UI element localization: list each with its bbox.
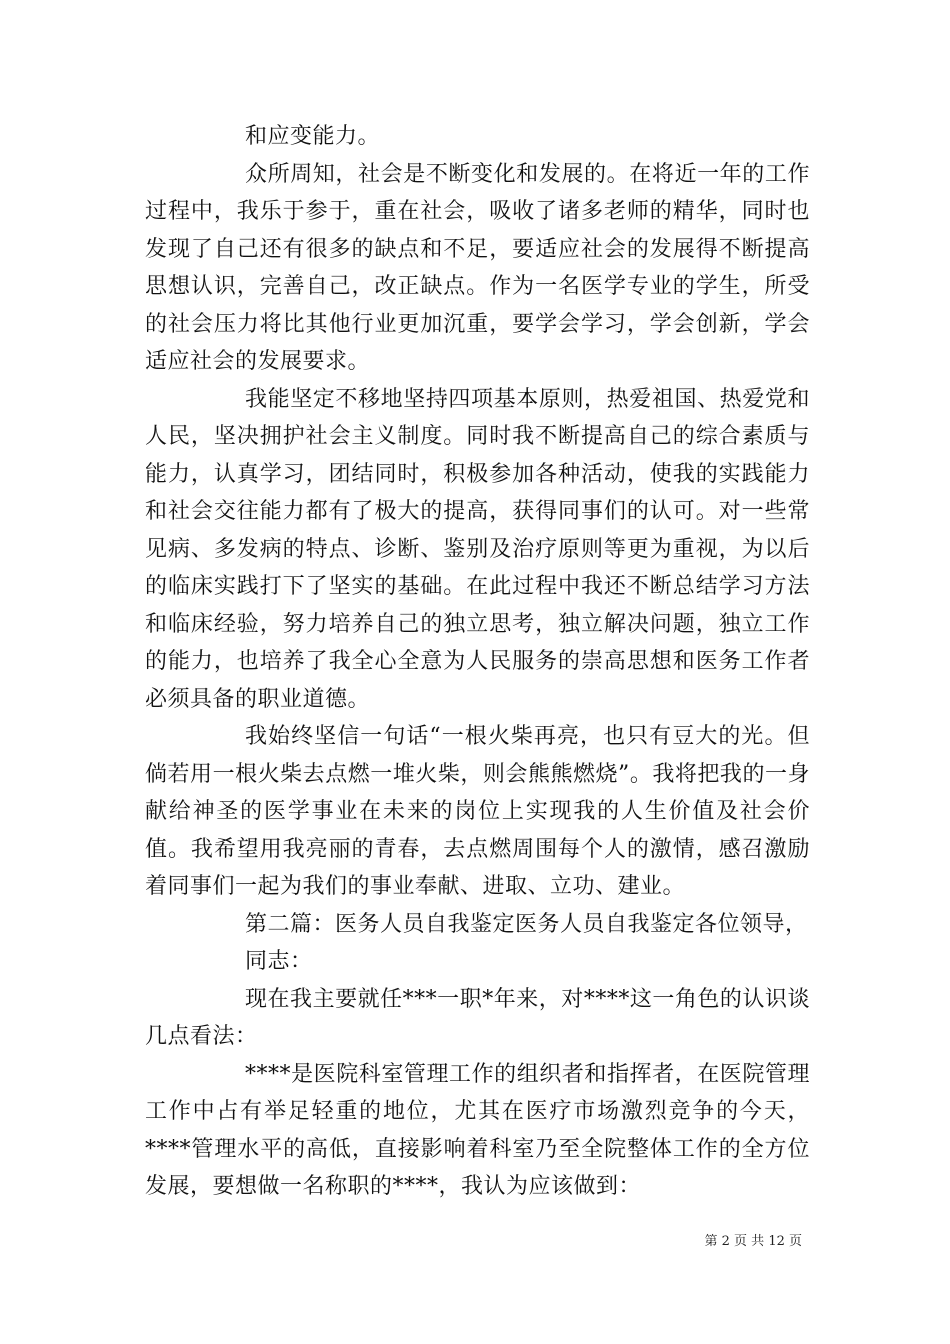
paragraph-3: 我能坚定不移地坚持四项基本原则，热爱祖国、热爱党和人民，坚决拥护社会主义制度。同时我不断提高自己的综合素质与能力，认真学习，团结同时，积极参加各种活动，使我的实践能力和社会交往能力都有了极大的提高，获得同事们的认可。对一些常见病、多发病的特点、诊断、鉴别及治疗原则等更为重视，为以后的临床实践打下了坚实的基础。在此过程中我还不断总结学习方法和临床经验，努力培养自己的独立思考，独立解决问题，独立工作的能力，也培养了我全心全意为人民服务的崇高思想和医务工作者必须具备的职业道德。 xyxy=(145,386,810,712)
paragraph-6: ****是医院科室管理工作的组织者和指挥者，在医院管理工作中占有举足轻重的地位，尤其在医疗市场激烈竞争的今天，****管理水平的高低，直接影响着科室乃至全院整体工作的全方位发展，要想做一名称职的****，我认为应该做到： xyxy=(145,1061,810,1199)
paragraph-4: 我始终坚信一句话“一根火柴再亮，也只有豆大的光。但倘若用一根火柴去点燃一堆火柴，则会熊熊燃烧”。我将把我的一身献给神圣的医学事业在未来的岗位上实现我的人生价值及社会价值。我希望用我亮丽的青春，去点燃周围每个人的激情，感召激励着同事们一起为我们的事业奉献、进取、立功、建业。 xyxy=(145,724,810,899)
paragraph-5: 现在我主要就任***一职*年来，对****这一角色的认识谈几点看法： xyxy=(145,986,810,1049)
page-number: 第 2 页 共 12 页 xyxy=(704,1234,802,1249)
paragraph-1: 和应变能力。 xyxy=(245,124,381,149)
section-heading: 第二篇：医务人员自我鉴定医务人员自我鉴定各位领导， xyxy=(245,911,808,937)
salutation: 同志： xyxy=(245,949,313,974)
paragraph-2: 众所周知，社会是不断变化和发展的。在将近一年的工作过程中，我乐于参于，重在社会，吸收了诸多老师的精华，同时也发现了自己还有很多的缺点和不足，要适应社会的发展得不断提高思想认识，完善自己，改正缺点。作为一名医学专业的学生，所受的社会压力将比其他行业更加沉重，要学会学习，学会创新，学会适应社会的发展要求。 xyxy=(145,161,810,374)
document-body xyxy=(145,118,810,1206)
